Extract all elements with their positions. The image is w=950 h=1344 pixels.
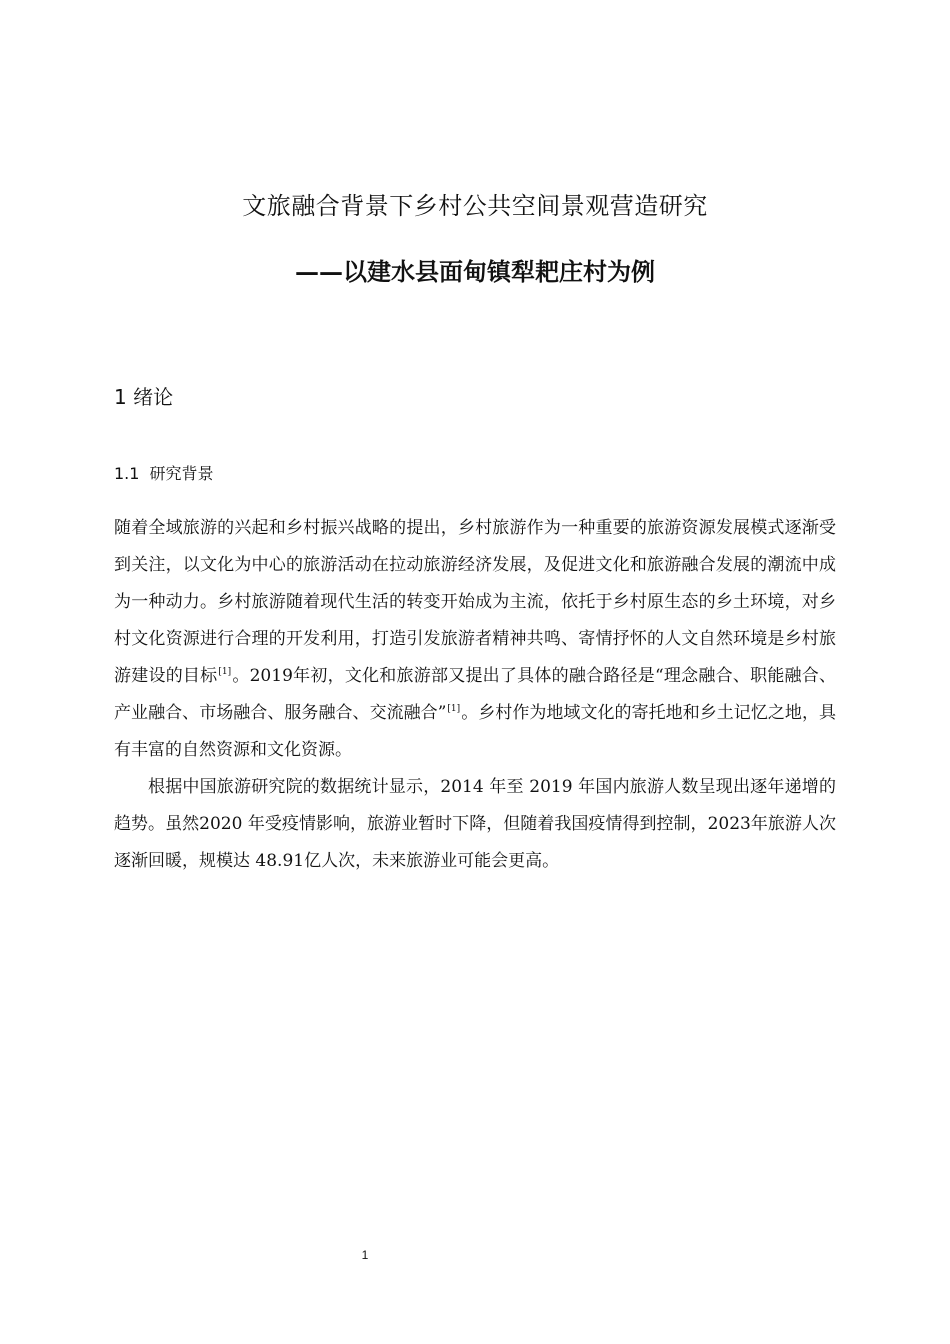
paragraph-2: 根据中国旅游研究院的数据统计显示，2014 年至 2019 年国内旅游人数呈现出逐年递增的趋势。虽然2020 年受疫情影响，旅游业暂时下降，但随着我国疫情得到控制，2023年旅游人次逐渐回暖，规模达 48.91亿人次，未来旅游业可能会更高。 [114,777,836,871]
document-subtitle: ——以建水县面甸镇犁耙庄村为例 [295,257,655,286]
paragraph-1-part-2: 。2019年初，文化和旅游部又提出了具体的融合路径是“理念融合、职能融合、产业融合、市场融合、服务融合、交流融合” [114,666,837,723]
citation-ref-2[interactable]: [1] [447,704,461,714]
page-number: 1 [361,1248,369,1262]
subsection-heading-research-background [114,461,213,484]
paragraph-1-part-3: 。乡村作为地域文化的寄托地和乡土记忆之地，具有丰富的自然资源和文化资源。 [114,703,837,760]
section-heading-introduction: 1 绪论 [114,385,174,409]
body-text [114,510,836,880]
subsection-label: 研究背景 [149,464,214,483]
subsection-number: 1.1 [114,464,140,483]
citation-ref-1[interactable]: [1] [218,667,232,677]
paragraph-1 [114,510,836,769]
paragraph-1-part-1: 随着全域旅游的兴起和乡村振兴战略的提出，乡村旅游作为一种重要的旅游资源发展模式逐渐受到关注，以文化为中心的旅游活动在拉动旅游经济发展，及促进文化和旅游融合发展的潮流中成为一种动力。乡村旅游随着现代生活的转变开始成为主流，依托于乡村原生态的乡土环境，对乡村文化资源进行合理的开发利用，打造引发旅游者精神共鸣、寄情抒怀的人文自然环境是乡村旅游建设的目标 [114,518,836,686]
document-title: 文旅融合背景下乡村公共空间景观营造研究 [242,192,708,220]
